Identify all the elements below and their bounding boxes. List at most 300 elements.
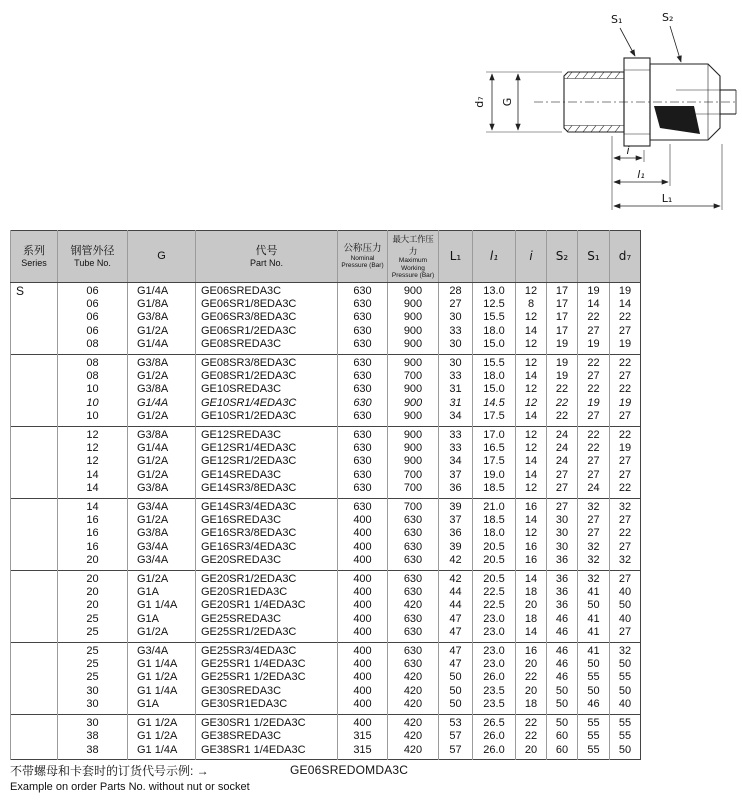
cell-part: GE12SR1/4EDA3C bbox=[196, 442, 338, 455]
series-cell bbox=[11, 714, 58, 759]
footer-note-en: Example on order Parts No. without nut or socket bbox=[10, 781, 250, 793]
cell-part: GE38SR1 1/4EDA3C bbox=[196, 744, 338, 760]
dim-label-l1: l₁ bbox=[637, 168, 645, 181]
cell-d7: 40 bbox=[610, 586, 641, 599]
cell-i: 14 bbox=[516, 626, 547, 642]
cell-L1: 31 bbox=[439, 397, 473, 410]
table-row bbox=[11, 311, 641, 324]
cell-l1: 13.0 bbox=[473, 282, 516, 298]
cell-L1: 31 bbox=[439, 383, 473, 396]
cell-l1: 22.5 bbox=[473, 586, 516, 599]
table-row bbox=[11, 426, 641, 442]
cell-d7: 27 bbox=[610, 325, 641, 338]
cell-i: 20 bbox=[516, 744, 547, 760]
cell-i: 12 bbox=[516, 282, 547, 298]
cell-l1: 18.5 bbox=[473, 514, 516, 527]
cell-l1: 23.0 bbox=[473, 642, 516, 658]
cell-i: 14 bbox=[516, 325, 547, 338]
cell-pn: 400 bbox=[338, 527, 388, 540]
cell-l1: 23.5 bbox=[473, 685, 516, 698]
cell-i: 18 bbox=[516, 698, 547, 714]
cell-part: GE14SR3/8EDA3C bbox=[196, 482, 338, 498]
cell-L1: 33 bbox=[439, 325, 473, 338]
table-row bbox=[11, 514, 641, 527]
cell-i: 14 bbox=[516, 570, 547, 586]
cell-tube: 16 bbox=[58, 541, 128, 554]
cell-i: 14 bbox=[516, 455, 547, 468]
table-row bbox=[11, 671, 641, 684]
col-header-tube bbox=[58, 231, 128, 283]
cell-pmax: 900 bbox=[388, 282, 439, 298]
table-row bbox=[11, 541, 641, 554]
cell-L1: 44 bbox=[439, 586, 473, 599]
cell-part: GE30SREDA3C bbox=[196, 685, 338, 698]
cell-pmax: 630 bbox=[388, 570, 439, 586]
cell-part: GE12SREDA3C bbox=[196, 426, 338, 442]
technical-drawing bbox=[472, 6, 738, 218]
table-row bbox=[11, 469, 641, 482]
cell-L1: 30 bbox=[439, 354, 473, 370]
table-row bbox=[11, 586, 641, 599]
cell-g: G1/2A bbox=[128, 626, 196, 642]
cell-tube: 14 bbox=[58, 469, 128, 482]
cell-pn: 630 bbox=[338, 455, 388, 468]
cell-pn: 400 bbox=[338, 514, 388, 527]
cell-S2: 46 bbox=[547, 658, 578, 671]
cell-d7: 27 bbox=[610, 410, 641, 426]
cell-i: 22 bbox=[516, 714, 547, 730]
cell-L1: 36 bbox=[439, 482, 473, 498]
cell-S1: 50 bbox=[578, 685, 610, 698]
cell-S1: 41 bbox=[578, 642, 610, 658]
cell-L1: 47 bbox=[439, 613, 473, 626]
cell-pmax: 420 bbox=[388, 599, 439, 612]
cell-i: 16 bbox=[516, 541, 547, 554]
row-group bbox=[11, 426, 641, 498]
cell-i: 12 bbox=[516, 354, 547, 370]
cell-i: 20 bbox=[516, 658, 547, 671]
cell-S1: 32 bbox=[578, 570, 610, 586]
row-group bbox=[11, 570, 641, 642]
cell-L1: 53 bbox=[439, 714, 473, 730]
table-row bbox=[11, 482, 641, 498]
cell-L1: 50 bbox=[439, 698, 473, 714]
cell-g: G3/8A bbox=[128, 527, 196, 540]
cell-S2: 50 bbox=[547, 714, 578, 730]
header-pmax-en2: Pressure (Bar) bbox=[391, 272, 435, 279]
table-row bbox=[11, 744, 641, 760]
cell-d7: 32 bbox=[610, 554, 641, 570]
header-series-cn: 系列 bbox=[23, 244, 45, 257]
cell-g: G1/8A bbox=[128, 298, 196, 311]
cell-S2: 46 bbox=[547, 613, 578, 626]
cell-L1: 33 bbox=[439, 370, 473, 383]
cell-L1: 57 bbox=[439, 744, 473, 760]
cell-S1: 55 bbox=[578, 671, 610, 684]
cell-d7: 27 bbox=[610, 370, 641, 383]
cell-S2: 17 bbox=[547, 325, 578, 338]
cell-S2: 46 bbox=[547, 626, 578, 642]
section-shading bbox=[654, 106, 700, 134]
cell-d7: 27 bbox=[610, 570, 641, 586]
cell-S2: 17 bbox=[547, 311, 578, 324]
cell-part: GE30SR1 1/2EDA3C bbox=[196, 714, 338, 730]
cell-tube: 38 bbox=[58, 730, 128, 743]
cell-i: 22 bbox=[516, 671, 547, 684]
cell-l1: 18.0 bbox=[473, 527, 516, 540]
col-header-L1: L₁ bbox=[439, 231, 473, 283]
cell-L1: 37 bbox=[439, 469, 473, 482]
header-pn-cn: 公称压力 bbox=[343, 242, 382, 254]
cell-l1: 23.5 bbox=[473, 698, 516, 714]
dim-label-i: i bbox=[626, 144, 630, 157]
cell-g: G1 1/4A bbox=[128, 658, 196, 671]
cell-part: GE14SR3/4EDA3C bbox=[196, 498, 338, 514]
cell-l1: 18.5 bbox=[473, 482, 516, 498]
cell-i: 12 bbox=[516, 442, 547, 455]
cell-g: G3/4A bbox=[128, 642, 196, 658]
header-series-en: Series bbox=[21, 257, 47, 268]
cell-S1: 41 bbox=[578, 626, 610, 642]
cell-i: 12 bbox=[516, 426, 547, 442]
dim-label-s1: S₁ bbox=[611, 13, 623, 26]
cell-l1: 18.0 bbox=[473, 370, 516, 383]
col-header-i: i bbox=[516, 231, 547, 283]
series-cell bbox=[11, 498, 58, 570]
table-row bbox=[11, 498, 641, 514]
cell-L1: 44 bbox=[439, 599, 473, 612]
cell-l1: 26.0 bbox=[473, 671, 516, 684]
cell-pmax: 420 bbox=[388, 744, 439, 760]
cell-d7: 22 bbox=[610, 383, 641, 396]
cell-d7: 19 bbox=[610, 397, 641, 410]
cell-pmax: 700 bbox=[388, 370, 439, 383]
cell-pmax: 630 bbox=[388, 586, 439, 599]
cell-pn: 400 bbox=[338, 586, 388, 599]
cell-pn: 400 bbox=[338, 599, 388, 612]
cell-pn: 630 bbox=[338, 397, 388, 410]
cell-g: G1 1/2A bbox=[128, 671, 196, 684]
table-row bbox=[11, 282, 641, 298]
cell-L1: 30 bbox=[439, 338, 473, 354]
cell-tube: 06 bbox=[58, 298, 128, 311]
cell-d7: 22 bbox=[610, 482, 641, 498]
cell-S2: 60 bbox=[547, 730, 578, 743]
cell-d7: 27 bbox=[610, 455, 641, 468]
cell-S1: 50 bbox=[578, 658, 610, 671]
cell-pn: 400 bbox=[338, 698, 388, 714]
table-row bbox=[11, 599, 641, 612]
cell-pn: 400 bbox=[338, 685, 388, 698]
table-row bbox=[11, 354, 641, 370]
cell-S2: 36 bbox=[547, 599, 578, 612]
cell-g: G3/8A bbox=[128, 482, 196, 498]
table-row bbox=[11, 714, 641, 730]
cell-S2: 19 bbox=[547, 370, 578, 383]
cell-d7: 55 bbox=[610, 671, 641, 684]
cell-S1: 41 bbox=[578, 613, 610, 626]
cell-l1: 26.5 bbox=[473, 714, 516, 730]
table-row bbox=[11, 642, 641, 658]
cell-S1: 50 bbox=[578, 599, 610, 612]
cell-part: GE25SR1 1/2EDA3C bbox=[196, 671, 338, 684]
cell-S2: 27 bbox=[547, 469, 578, 482]
header-g-label: G bbox=[157, 249, 166, 262]
cell-pmax: 900 bbox=[388, 325, 439, 338]
cell-l1: 16.5 bbox=[473, 442, 516, 455]
row-group bbox=[11, 282, 641, 354]
cell-g: G1A bbox=[128, 586, 196, 599]
cell-S1: 55 bbox=[578, 714, 610, 730]
cell-L1: 39 bbox=[439, 541, 473, 554]
cell-S1: 24 bbox=[578, 482, 610, 498]
cell-S2: 50 bbox=[547, 685, 578, 698]
header-row bbox=[11, 231, 641, 283]
cell-S2: 36 bbox=[547, 570, 578, 586]
cell-d7: 27 bbox=[610, 514, 641, 527]
cell-S2: 36 bbox=[547, 554, 578, 570]
cell-pmax: 630 bbox=[388, 658, 439, 671]
cell-L1: 33 bbox=[439, 426, 473, 442]
table-row bbox=[11, 442, 641, 455]
cell-pmax: 700 bbox=[388, 482, 439, 498]
footer-note-cn: 不带螺母和卡套时的订货代号示例: → bbox=[10, 764, 209, 778]
cell-g: G3/4A bbox=[128, 498, 196, 514]
cell-L1: 39 bbox=[439, 498, 473, 514]
cell-g: G1 1/4A bbox=[128, 599, 196, 612]
cell-pmax: 700 bbox=[388, 498, 439, 514]
cell-S1: 55 bbox=[578, 730, 610, 743]
cell-pmax: 630 bbox=[388, 642, 439, 658]
cell-i: 12 bbox=[516, 383, 547, 396]
cell-S1: 41 bbox=[578, 586, 610, 599]
cell-tube: 08 bbox=[58, 354, 128, 370]
cell-i: 12 bbox=[516, 311, 547, 324]
col-header-S1: S₁ bbox=[578, 231, 610, 283]
cell-S1: 27 bbox=[578, 469, 610, 482]
cell-tube: 25 bbox=[58, 642, 128, 658]
cell-g: G1/4A bbox=[128, 282, 196, 298]
cell-S1: 14 bbox=[578, 298, 610, 311]
col-header-nominal-pressure bbox=[338, 231, 388, 283]
cell-i: 12 bbox=[516, 527, 547, 540]
cell-pmax: 630 bbox=[388, 527, 439, 540]
cell-tube: 14 bbox=[58, 498, 128, 514]
cell-d7: 50 bbox=[610, 658, 641, 671]
cell-part: GE25SREDA3C bbox=[196, 613, 338, 626]
cell-pmax: 420 bbox=[388, 730, 439, 743]
cell-d7: 19 bbox=[610, 442, 641, 455]
cell-l1: 12.5 bbox=[473, 298, 516, 311]
cell-d7: 27 bbox=[610, 469, 641, 482]
cell-d7: 40 bbox=[610, 698, 641, 714]
cell-l1: 26.0 bbox=[473, 730, 516, 743]
col-header-series bbox=[11, 231, 58, 283]
cell-l1: 18.0 bbox=[473, 325, 516, 338]
table-row bbox=[11, 570, 641, 586]
cell-pn: 315 bbox=[338, 744, 388, 760]
cell-S1: 55 bbox=[578, 744, 610, 760]
cell-S2: 17 bbox=[547, 298, 578, 311]
cell-l1: 20.5 bbox=[473, 570, 516, 586]
cell-pn: 315 bbox=[338, 730, 388, 743]
cell-tube: 10 bbox=[58, 410, 128, 426]
cell-S2: 60 bbox=[547, 744, 578, 760]
cell-pn: 630 bbox=[338, 282, 388, 298]
table-row bbox=[11, 658, 641, 671]
cell-l1: 22.5 bbox=[473, 599, 516, 612]
dim-label-d7: d₇ bbox=[473, 96, 486, 108]
cell-d7: 22 bbox=[610, 426, 641, 442]
table-row bbox=[11, 698, 641, 714]
cell-pn: 400 bbox=[338, 671, 388, 684]
cell-i: 14 bbox=[516, 469, 547, 482]
table-row bbox=[11, 338, 641, 354]
cell-S2: 19 bbox=[547, 338, 578, 354]
cell-d7: 55 bbox=[610, 714, 641, 730]
cell-g: G1/2A bbox=[128, 370, 196, 383]
cell-L1: 34 bbox=[439, 410, 473, 426]
cell-pn: 630 bbox=[338, 469, 388, 482]
cell-S2: 22 bbox=[547, 410, 578, 426]
cell-part: GE10SR1/4EDA3C bbox=[196, 397, 338, 410]
cell-pn: 630 bbox=[338, 442, 388, 455]
footer bbox=[10, 762, 409, 793]
cell-pmax: 900 bbox=[388, 426, 439, 442]
cell-l1: 15.5 bbox=[473, 354, 516, 370]
cell-S2: 24 bbox=[547, 455, 578, 468]
header-tube-cn: 钢管外径 bbox=[70, 244, 115, 257]
cell-part: GE06SR3/8EDA3C bbox=[196, 311, 338, 324]
cell-pn: 630 bbox=[338, 325, 388, 338]
cell-pmax: 630 bbox=[388, 541, 439, 554]
cell-g: G1/2A bbox=[128, 570, 196, 586]
cell-g: G1/4A bbox=[128, 397, 196, 410]
cell-pn: 630 bbox=[338, 370, 388, 383]
cell-d7: 50 bbox=[610, 685, 641, 698]
header-pn-en2: Pressure (Bar) bbox=[341, 262, 384, 270]
cell-l1: 20.5 bbox=[473, 554, 516, 570]
cell-i: 22 bbox=[516, 730, 547, 743]
cell-l1: 15.0 bbox=[473, 383, 516, 396]
cell-L1: 47 bbox=[439, 626, 473, 642]
cell-g: G3/8A bbox=[128, 311, 196, 324]
cell-d7: 22 bbox=[610, 311, 641, 324]
cell-S2: 19 bbox=[547, 354, 578, 370]
cell-S2: 36 bbox=[547, 586, 578, 599]
cell-L1: 27 bbox=[439, 298, 473, 311]
cell-pn: 400 bbox=[338, 570, 388, 586]
header-part-en: Part No. bbox=[249, 257, 283, 268]
cell-d7: 27 bbox=[610, 541, 641, 554]
cell-g: G1/2A bbox=[128, 455, 196, 468]
cell-l1: 23.0 bbox=[473, 613, 516, 626]
cell-S1: 22 bbox=[578, 354, 610, 370]
cell-i: 18 bbox=[516, 586, 547, 599]
cell-S2: 24 bbox=[547, 442, 578, 455]
cell-part: GE25SR1/2EDA3C bbox=[196, 626, 338, 642]
header-part-cn: 代号 bbox=[255, 244, 278, 257]
cell-part: GE25SR3/4EDA3C bbox=[196, 642, 338, 658]
cell-pn: 630 bbox=[338, 498, 388, 514]
table-row bbox=[11, 626, 641, 642]
cell-part: GE06SR1/8EDA3C bbox=[196, 298, 338, 311]
cell-tube: 25 bbox=[58, 658, 128, 671]
cell-S1: 22 bbox=[578, 442, 610, 455]
cell-L1: 30 bbox=[439, 311, 473, 324]
cell-S1: 27 bbox=[578, 410, 610, 426]
cell-S1: 22 bbox=[578, 426, 610, 442]
cell-S1: 32 bbox=[578, 498, 610, 514]
cell-S2: 30 bbox=[547, 514, 578, 527]
cell-pn: 630 bbox=[338, 426, 388, 442]
cell-g: G1/2A bbox=[128, 469, 196, 482]
cell-g: G1 1/2A bbox=[128, 730, 196, 743]
series-cell bbox=[11, 354, 58, 426]
cell-g: G3/4A bbox=[128, 541, 196, 554]
cell-pn: 630 bbox=[338, 410, 388, 426]
cell-S2: 30 bbox=[547, 541, 578, 554]
cell-tube: 12 bbox=[58, 442, 128, 455]
cell-pn: 400 bbox=[338, 541, 388, 554]
cell-g: G3/4A bbox=[128, 554, 196, 570]
series-cell: S bbox=[11, 282, 58, 354]
cell-S1: 19 bbox=[578, 397, 610, 410]
cell-i: 16 bbox=[516, 498, 547, 514]
cell-l1: 23.0 bbox=[473, 658, 516, 671]
cell-L1: 34 bbox=[439, 455, 473, 468]
cell-i: 14 bbox=[516, 410, 547, 426]
cell-S1: 19 bbox=[578, 338, 610, 354]
cell-pmax: 900 bbox=[388, 354, 439, 370]
cell-L1: 42 bbox=[439, 570, 473, 586]
cell-d7: 19 bbox=[610, 282, 641, 298]
leader-lines bbox=[620, 26, 681, 62]
cell-g: G1/4A bbox=[128, 442, 196, 455]
cell-tube: 12 bbox=[58, 455, 128, 468]
table-row bbox=[11, 730, 641, 743]
series-cell bbox=[11, 426, 58, 498]
cell-pmax: 900 bbox=[388, 455, 439, 468]
cell-tube: 16 bbox=[58, 527, 128, 540]
cell-tube: 30 bbox=[58, 685, 128, 698]
cell-d7: 19 bbox=[610, 338, 641, 354]
cell-tube: 38 bbox=[58, 744, 128, 760]
cell-S1: 32 bbox=[578, 554, 610, 570]
cell-part: GE20SR1/2EDA3C bbox=[196, 570, 338, 586]
cell-pmax: 420 bbox=[388, 671, 439, 684]
cell-S2: 46 bbox=[547, 642, 578, 658]
cell-S1: 22 bbox=[578, 311, 610, 324]
cell-tube: 30 bbox=[58, 714, 128, 730]
cell-S2: 22 bbox=[547, 383, 578, 396]
cell-S1: 19 bbox=[578, 282, 610, 298]
cell-i: 12 bbox=[516, 338, 547, 354]
cell-L1: 42 bbox=[439, 554, 473, 570]
cell-d7: 32 bbox=[610, 642, 641, 658]
cell-pn: 400 bbox=[338, 626, 388, 642]
cell-g: G1 1/4A bbox=[128, 685, 196, 698]
cell-tube: 16 bbox=[58, 514, 128, 527]
cell-d7: 22 bbox=[610, 354, 641, 370]
cell-S1: 32 bbox=[578, 541, 610, 554]
series-cell bbox=[11, 642, 58, 714]
cell-g: G1/2A bbox=[128, 410, 196, 426]
col-header-S2: S₂ bbox=[547, 231, 578, 283]
cell-S2: 24 bbox=[547, 426, 578, 442]
cell-pn: 400 bbox=[338, 613, 388, 626]
col-header-part bbox=[196, 231, 338, 283]
